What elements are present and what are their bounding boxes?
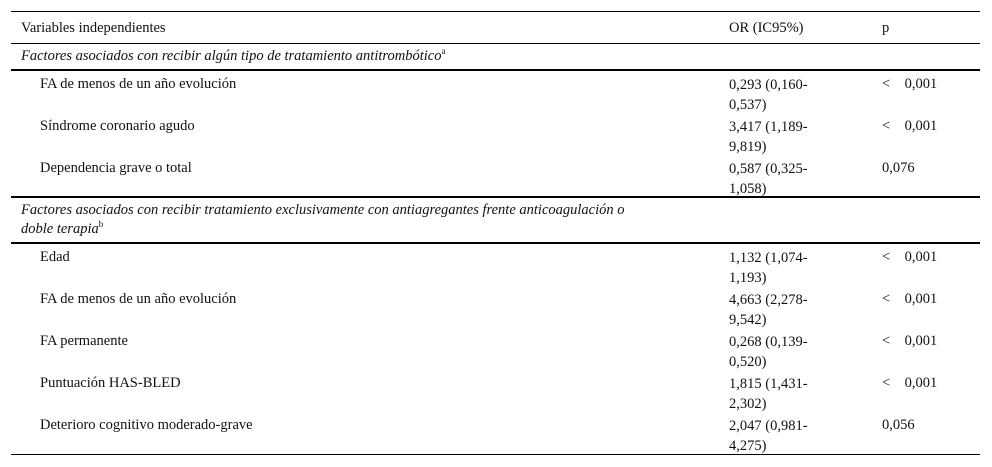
table-row [11, 113, 980, 155]
row-p: < 0,001 [882, 375, 938, 391]
row-variable: FA permanente [40, 333, 128, 349]
row-variable: Deterioro cognitivo moderado-grave [40, 417, 253, 433]
section-2-title-line2: doble terapia [21, 221, 99, 237]
results-table [11, 11, 980, 455]
row-variable: Puntuación HAS-BLED [40, 375, 181, 391]
row-variable: Edad [40, 249, 70, 265]
table-header [11, 12, 980, 44]
table-row [11, 328, 980, 370]
table-row [11, 286, 980, 328]
section-1-footnote: a [441, 46, 446, 57]
row-p: 0,056 [882, 417, 915, 433]
row-p: < 0,001 [882, 118, 938, 134]
row-or: 0,587 (0,325- 1,058) [729, 161, 808, 197]
row-variable: FA de menos de un año evolución [40, 76, 237, 92]
header-variables: Variables independientes [21, 20, 166, 36]
table-row [11, 71, 980, 113]
table-row [11, 412, 980, 454]
header-p: p [882, 20, 890, 36]
row-p: < 0,001 [882, 249, 938, 265]
row-or: 0,268 (0,139- 0,520) [729, 334, 808, 370]
section-2-title-line1: Factores asociados con recibir tratamiento exclusivamente con antiagregantes frente anticoagulación o [21, 202, 625, 218]
row-or: 0,293 (0,160- 0,537) [729, 77, 808, 113]
row-p: < 0,001 [882, 333, 938, 349]
section-2-footnote: b [98, 219, 104, 230]
row-variable: FA de menos de un año evolución [40, 291, 237, 307]
row-or: 2,047 (0,981- 4,275) [729, 418, 808, 454]
row-variable: Síndrome coronario agudo [40, 118, 195, 134]
section-title-2 [11, 196, 980, 244]
row-p: < 0,001 [882, 291, 938, 307]
row-or: 4,663 (2,278- 9,542) [729, 292, 808, 328]
table-row [11, 244, 980, 286]
table-row [11, 370, 980, 412]
row-variable: Dependencia grave o total [40, 160, 192, 176]
section-title-1 [11, 44, 980, 71]
row-or: 3,417 (1,189- 9,819) [729, 119, 808, 155]
header-or: OR (IC95%) [729, 20, 804, 36]
row-or: 1,815 (1,431- 2,302) [729, 376, 808, 412]
row-or: 1,132 (1,074- 1,193) [729, 250, 808, 286]
row-p: < 0,001 [882, 76, 938, 92]
section-1-title-text: Factores asociados con recibir algún tipo de tratamiento antitrombótico [21, 48, 442, 64]
row-p: 0,076 [882, 160, 915, 176]
table-row [11, 155, 980, 197]
